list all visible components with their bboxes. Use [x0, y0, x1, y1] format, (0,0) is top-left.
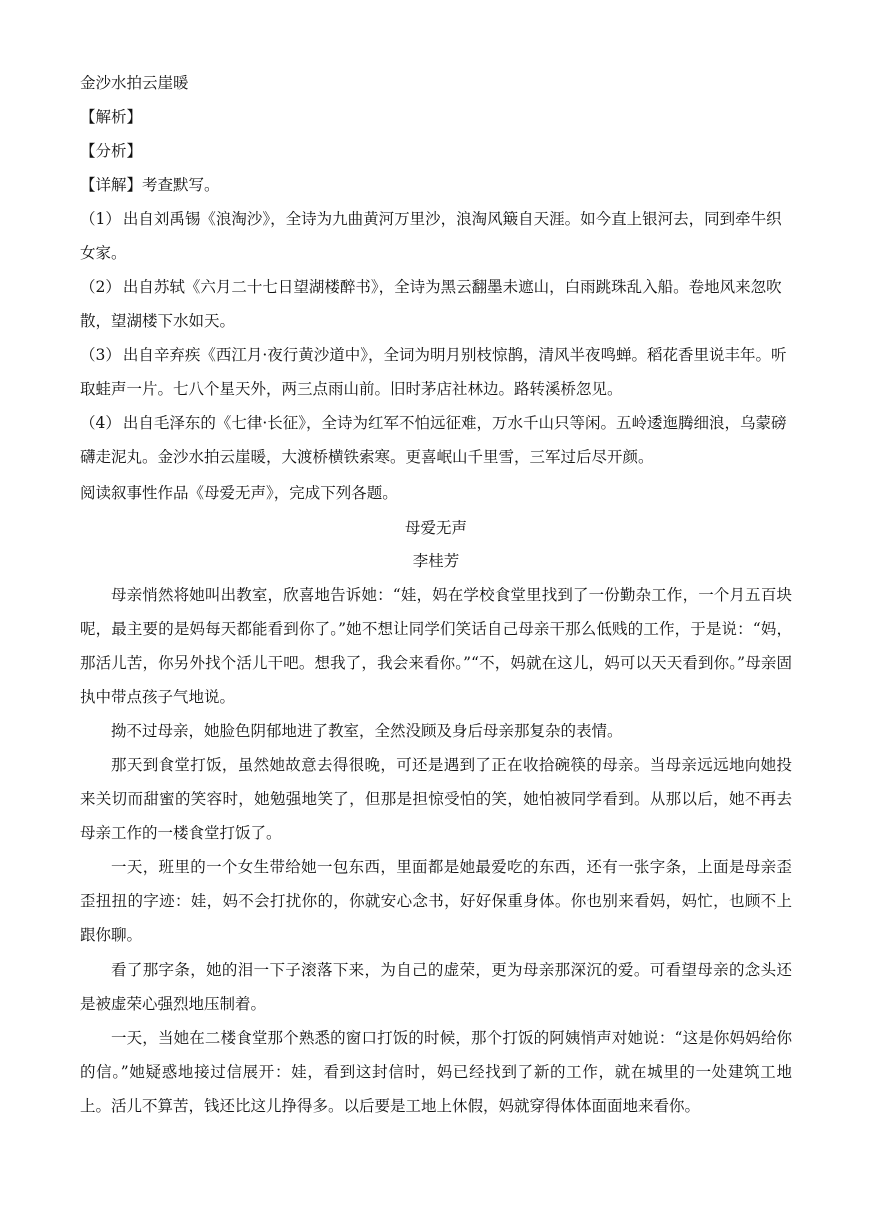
detail-line — [80, 175, 792, 195]
explanation-number: （2） — [80, 278, 121, 296]
explanation-number: （1） — [80, 210, 121, 228]
explanation-text: 出自刘禹锡《浪淘沙》，全诗为九曲黄河万里沙，浪淘风簸自天涯。如今直上银河去，同到牵牛织女家。 — [80, 210, 782, 262]
explanation-text: 出自辛弃疾《西江月·夜行黄沙道中》，全词为明月别枝惊鹊，清风半夜鸣蝉。稻花香里说丰年。听取蛙声一片。七八个星天外，两三点雨山前。旧时茅店社林边。路转溪桥忽见。 — [80, 346, 787, 398]
answer-line: 金沙水拍云崖暖 — [80, 74, 189, 92]
explanation-number: （4） — [80, 414, 121, 432]
explanation-text: 出自苏轼《六月二十七日望湖楼醉书》，全诗为黑云翻墨未遮山，白雨跳珠乱入船。卷地风来忽吹散，望湖楼下水如天。 — [80, 278, 782, 330]
explanation-item-2 — [80, 270, 792, 338]
story-paragraph-6: 一天，当她在二楼食堂那个熟悉的窗口打饭的时候，那个打饭的阿姨悄声对她说：“这是你妈妈给你的信。”她疑惑地接过信展开：娃，看到这封信时，妈已经找到了新的工作，就在城里的一处建筑工地上。活儿不算苦，钱还比这儿挣得多。以后要是工地上休假，妈就穿得体体面面地来看你。 — [80, 1029, 792, 1115]
story-paragraph-4: 一天，班里的一个女生带给她一包东西，里面都是她最爱吃的东西，还有一张字条，上面是母亲歪歪扭扭的字迹：娃，妈不会打扰你的，你就安心念书，好好保重身体。你也别来看妈，妈忙，也顾不上跟你聊。 — [80, 858, 792, 944]
analysis-header: 【解析】 — [80, 108, 143, 126]
story-author: 李桂芳 — [412, 552, 460, 570]
explanation-number: （3） — [80, 346, 121, 364]
story-paragraph-5: 看了那字条，她的泪一下子滚落下来，为自己的虚荣，更为母亲那深沉的爱。可看望母亲的念头还是被虚荣心强烈地压制着。 — [80, 961, 792, 1013]
explanation-item-3 — [80, 338, 792, 406]
explanation-item-1 — [80, 202, 792, 270]
story-paragraph-3: 那天到食堂打饭，虽然她故意去得很晚，可还是遇到了正在收拾碗筷的母亲。当母亲远远地向她投来关切而甜蜜的笑容时，她勉强地笑了，但那是担惊受怕的笑，她怕被同学看到。从那以后，她不再去母亲工作的一楼食堂打饭了。 — [80, 756, 792, 842]
detail-label: 【详解】 — [80, 176, 143, 194]
story-paragraph-2: 拗不过母亲，她脸色阴郁地进了教室，全然没顾及身后母亲那复杂的表情。 — [111, 722, 623, 740]
fenxi-header: 【分析】 — [80, 142, 143, 160]
explanation-item-4 — [80, 406, 792, 474]
detail-text: 考查默写。 — [142, 176, 220, 194]
story-title: 母爱无声 — [404, 519, 467, 537]
reading-instruction: 阅读叙事性作品《母爱无声》，完成下列各题。 — [80, 484, 398, 502]
explanation-text: 出自毛泽东的《七律·长征》，全诗为红军不怕远征难，万水千山只等闲。五岭逶迤腾细浪，乌蒙磅礴走泥丸。金沙水拍云崖暖，大渡桥横铁索寒。更喜岷山千里雪，三军过后尽开颜。 — [80, 414, 787, 466]
story-paragraph-1: 母亲悄然将她叫出教室，欣喜地告诉她：“娃，妈在学校食堂里找到了一份勤杂工作，一个月五百块呢，最主要的是妈每天都能看到你了。”她不想让同学们笑话自己母亲干那么低贱的工作，于是说：“妈，那活儿苦，你另外找个活儿干吧。想我了，我会来看你。”“不，妈就在这儿，妈可以天天看到你。”母亲固执中带点孩子气地说。 — [80, 586, 792, 706]
